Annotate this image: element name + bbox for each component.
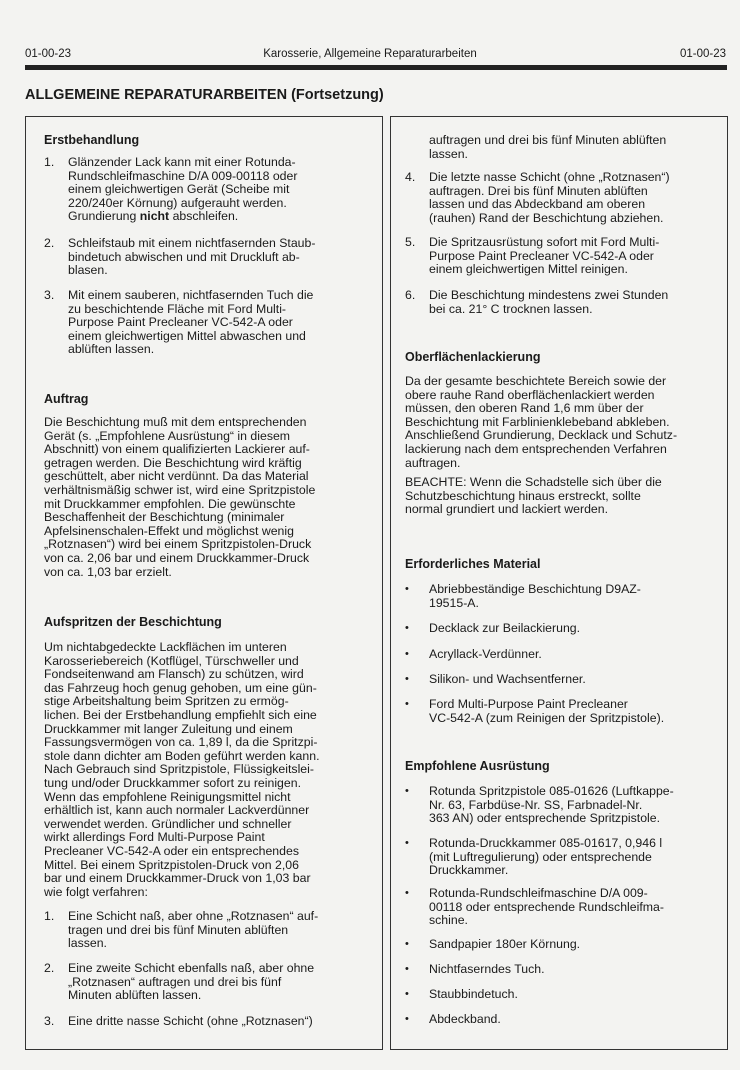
list-item: Ford Multi-Purpose Paint Precleaner VC-542-A (zum Reinigen der Spritzpistole). xyxy=(429,697,665,725)
section-heading: Aufspritzen der Beschichtung xyxy=(44,615,222,629)
bullet-icon: • xyxy=(405,622,409,634)
list-item: Mit einem sauberen, nichtfasernden Tuch die zu beschichtende Fläche mit Ford Multi- Purpose Paint Precleaner VC-542-A oder einem gleichwertigen Mittel abwaschen und ablüften lassen. xyxy=(68,288,314,357)
list-item: Abdeckband. xyxy=(429,1012,501,1026)
bullet-icon: • xyxy=(405,785,409,797)
list-number: 2. xyxy=(44,236,55,250)
page-number-right: 01-00-23 xyxy=(679,48,726,60)
list-item: Abriebbeständige Beschichtung D9AZ- 19515-A. xyxy=(429,582,641,610)
list-item: Rotunda-Rundschleifmaschine D/A 009- 00118 oder entsprechende Rundschleifma- schine. xyxy=(429,886,664,928)
item-text: abschleifen. xyxy=(169,209,239,224)
list-item xyxy=(68,156,297,224)
list-item: Die Beschichtung mindestens zwei Stunden bei ca. 21° C trocknen lassen. xyxy=(429,288,669,316)
bullet-icon: • xyxy=(405,698,409,710)
list-item: Die Spritzausrüstung sofort mit Ford Multi- Purpose Paint Precleaner VC-542-A oder einem gleichwertigen Mittel reinigen. xyxy=(429,235,660,277)
list-number: 5. xyxy=(405,235,416,249)
list-number: 1. xyxy=(44,155,55,169)
item-bold-text: nicht xyxy=(139,209,170,224)
paragraph: Da der gesamte beschichtete Bereich sowie der obere rauhe Rand oberflächenlackiert werden müssen, den oberen Rand 1,6 mm über der Beschichtung mit Farblinienklebeband abkleben. Anschließend Grundierung, Decklack und Schutz- lackierung nach dem entsprechenden Verfahren auftragen. xyxy=(405,374,678,470)
section-heading: Erstbehandlung xyxy=(44,133,140,147)
list-item: Eine Schicht naß, aber ohne „Rotznasen“ auf- tragen und drei bis fünf Minuten ablüften lassen. xyxy=(68,909,319,951)
bullet-icon: • xyxy=(405,673,409,685)
list-number: 3. xyxy=(44,288,55,302)
bullet-icon: • xyxy=(405,988,409,1000)
bullet-icon: • xyxy=(405,1013,409,1025)
bullet-icon: • xyxy=(405,583,409,595)
bullet-icon: • xyxy=(405,963,409,975)
list-item: Decklack zur Beilackierung. xyxy=(429,621,581,635)
list-item: Nichtfaserndes Tuch. xyxy=(429,962,545,976)
list-item: Sandpapier 180er Körnung. xyxy=(429,937,581,951)
list-item: Rotunda Spritzpistole 085-01626 (Luftkappe- Nr. 63, Farbdüse-Nr. SS, Farbnadel-Nr. 363 AN) oder entsprechende Spritzpistole. xyxy=(429,784,674,826)
list-item: Rotunda-Druckkammer 085-01617, 0,946 l (mit Luftregulierung) oder entsprechende Druckkammer. xyxy=(429,836,663,878)
list-number: 4. xyxy=(405,170,416,184)
bullet-icon: • xyxy=(405,648,409,660)
header-rule xyxy=(25,65,727,70)
bullet-icon: • xyxy=(405,887,409,899)
bullet-icon: • xyxy=(405,837,409,849)
running-header: Karosserie, Allgemeine Reparaturarbeiten xyxy=(263,48,477,60)
section-heading: Auftrag xyxy=(44,392,89,406)
page-number-left: 01-00-23 xyxy=(25,48,72,60)
bullet-icon: • xyxy=(405,938,409,950)
list-item: Die letzte nasse Schicht (ohne „Rotznasen“) auftragen. Drei bis fünf Minuten ablüften lassen und das Abdeckband am oberen (rauhen) Rand der Beschichtung abziehen. xyxy=(429,170,670,225)
list-item: Schleifstaub mit einem nichtfasernden Staub- bindetuch abwischen und mit Druckluft ab- blasen. xyxy=(68,236,316,278)
list-item: Acryllack-Verdünner. xyxy=(429,647,542,661)
list-number: 6. xyxy=(405,288,416,302)
list-number: 3. xyxy=(44,1014,55,1028)
section-heading: Empfohlene Ausrüstung xyxy=(405,759,550,773)
page-title: ALLGEMEINE REPARATURARBEITEN (Fortsetzung) xyxy=(25,87,384,103)
section-heading: Oberflächenlackierung xyxy=(405,350,541,364)
list-item: Eine dritte nasse Schicht (ohne „Rotznasen“) xyxy=(68,1014,313,1028)
item-text: Glänzender Lack kann mit einer Rotunda- Rundschleifmaschine D/A 009-00118 oder einem gleichwertigen Gerät (Scheibe mit 220/240er Körnung) aufgerauht werden. Grundierung xyxy=(68,155,298,224)
paragraph: Die Beschichtung muß mit dem entsprechenden Gerät (s. „Empfohlene Ausrüstung“ in diesem Abschnitt) von einem qualifizierten Lackierer auf- getragen werden. Die Beschichtung wird kräftig geschüttelt, aber nicht verdünnt. Da das Material verhältnismäßig schwer ist, wird eine Spritzpistole mit Druckkammer empfohlen. Die gewünschte Beschaffenheit der Beschichtung (minimaler Apfelsinenschalen-Effekt und möglichst wenig „Rotznasen“) wird bei einem Spritzpistolen-Druck von ca. 2,06 bar und einem Druckkammer-Druck von ca. 1,03 bar erzielt. xyxy=(44,415,316,579)
list-item: Silikon- und Wachsentferner. xyxy=(429,672,586,686)
list-item: Eine zweite Schicht ebenfalls naß, aber ohne „Rotznasen“ auftragen und drei bis fünf Minuten ablüften lassen. xyxy=(68,961,315,1003)
section-heading: Erforderliches Material xyxy=(405,557,541,571)
note-paragraph: BEACHTE: Wenn die Schadstelle sich über die Schutzbeschichtung hinaus erstreckt, sollte normal grundiert und lackiert werden. xyxy=(405,475,662,517)
list-item-continuation: auftragen und drei bis fünf Minuten ablüften lassen. xyxy=(429,133,667,161)
list-number: 2. xyxy=(44,961,55,975)
list-number: 1. xyxy=(44,909,55,923)
paragraph: Um nichtabgedeckte Lackflächen im unteren Karosseriebereich (Kotflügel, Türschweller und Fondseitenwand am Flansch) zu schützen, wird das Fahrzeug hoch genug gehoben, um eine gün- stige Arbeitshaltung beim Spritzen zu ermög- lichen. Bei der Erstbehandlung empfiehlt sich eine Druckkammer mit langer Zuleitung und einem Fassungsvermögen von ca. 1,89 l, da die Spritzpi- stole dann dichter am Boden geführt werden kann. Nach Gebrauch sind Spritzpistole, Flüssigkeitslei- tung und/oder Druckkammer sofort zu reinigen. Wenn das empfohlene Reinigungsmittel nicht erhältlich ist, kann auch normaler Lackverdünner verwendet werden. Gründlicher und schneller wirkt allerdings Ford Multi-Purpose Paint Precleaner VC-542-A oder ein entsprechendes Mittel. Bei einem Spritzpistolen-Druck von 2,06 bar und einem Druckkammer-Druck von 1,03 bar wie folgt verfahren: xyxy=(44,640,320,899)
list-item: Staubbindetuch. xyxy=(429,987,518,1001)
